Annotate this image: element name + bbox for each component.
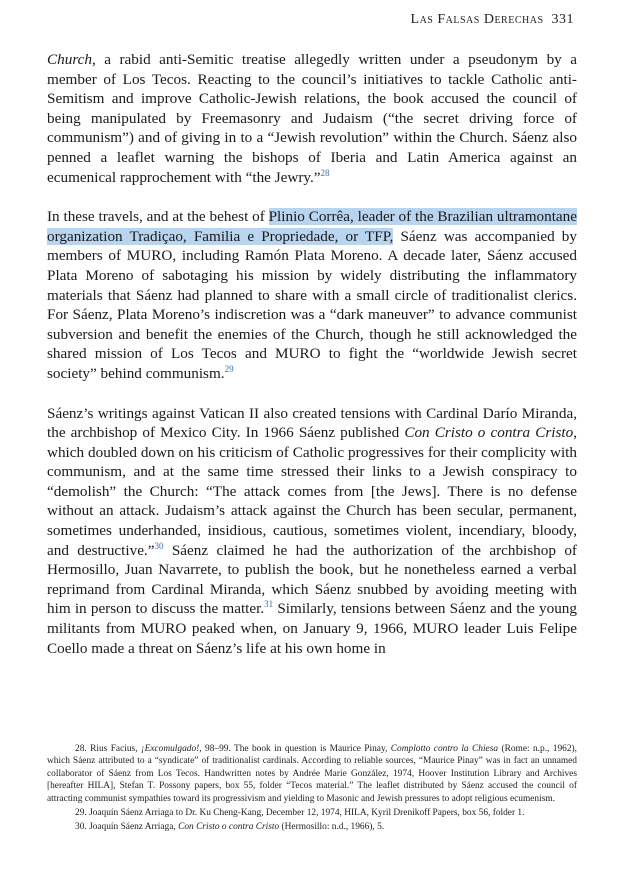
footnote-text: , 98–99. The book in question is Maurice Pinay, [199,744,391,754]
book-title: Church [47,51,92,68]
footnote-title: Con Cristo o contra Cristo [178,822,280,833]
running-title: Las Falsas Derechas [410,12,544,27]
footnote-title: ¡Excomulgado! [140,744,200,754]
footnote-text: (Hermosillo: n.d., 1966), 5. [279,822,385,833]
paragraph-text: Sáenz was accompanied by members of MURO, including Ramón Plata Moreno. A decade later, Sáenz accused Plata Moreno of sabotaging his mission by widely distributing the inflammatory materials that Sáenz had planned to share with a small circle of traditionalist clerics. For Sáenz, Plata Moreno’s indiscretion was a “dark maneuver” to advance communist subversion and benefit the enemies of the Church, though he still acknowledged the shared mission of Los Tecos and MURO to fight the “worldwide Jewish secret society” behind communism. [47,227,577,382]
footnote-28 [47,743,577,805]
paragraph-text: , which doubled down on his criticism of Catholic progressives for their complicity with communism, and at the same time stressed their links to a Jewish conspiracy to “demolish” the Church: “The attack comes from [the Jews]. There is no defense without an attack. Judaism’s attack against the Church has been secular, permanent, sometimes underhanded, insidious, cautious, sometimes violent, incendiary, bloody, and destructive.” [47,424,577,559]
paragraph-3 [47,404,577,659]
body-text [47,50,577,658]
paragraph-1 [47,50,577,187]
footnote-ref-28[interactable]: 28 [320,167,330,178]
paragraph-text: In these travels, and at the behest of [47,208,269,226]
footnote-30 [47,821,577,833]
text-selection-highlight[interactable]: Plinio Corrêa, leader of the Brazilian ultramontane organization Tradiçao, Familia e Propriedade, or TFP, [47,208,578,245]
paragraph-text: Sáenz claimed he had the authorization of the archbishop of Hermosillo, Juan Navarrete, to publish the book, but he nonetheless earned a verbal reprimand from Cardinal Miranda, which Sáenz snubbed by avoiding meeting with him in person to discuss the matter. [47,541,577,618]
footnote-text: (Rome: n.p., 1962), which Sáenz attributed to a “syndicate” of traditionalist cardinals. According to reliable sources, “Maurice Pinay” was in fact an unnamed collaborator of Sáenz from Los Tecos. Handwritten notes by Andrée Marie González, 1974, Hoover Institution Library and Archives [hereafter HILA], Stefan T. Possony papers, box 55, folder “Tecos material.” The leaflet distributed by Sáenz accused the council of attracting communist sympathies toward its progressivism and yielding to Masonic and Jewish pressures to adopt religious ecumenism. [47,744,578,804]
footnote-ref-31[interactable]: 31 [264,599,274,610]
book-title: Con Cristo o contra Cristo [404,424,574,442]
footnote-ref-29[interactable]: 29 [224,363,234,374]
paragraph-text: Sáenz’s writings against Vatican II also created tensions with Cardinal Darío Miranda, the archbishop of Mexico City. In 1966 Sáenz published [47,404,577,442]
running-header [411,12,574,28]
footnote-ref-30[interactable]: 30 [154,540,164,551]
paragraph-2 [47,207,577,383]
footnote-text: 28. Rius Facius, [75,744,141,754]
footnote-text: 30. Joaquín Sáenz Arriaga, [75,822,179,833]
paragraph-text: Similarly, tensions between Sáenz and the young militants from MURO peaked when, on January 9, 1966, MURO leader Luis Felipe Coello made a threat on Sáenz’s life at his own home in [47,600,577,657]
footnote-29: 29. Joaquín Sáenz Arriaga to Dr. Ku Cheng-Kang, December 12, 1974, HILA, Kyril Drenikoff Papers, box 56, folder 1. [75,808,525,819]
page-number: 331 [551,12,574,27]
footnote-title: Complotto contro la Chiesa [390,744,499,754]
footnotes [47,743,577,834]
paragraph-text: , a rabid anti-Semitic treatise allegedly written under a pseudonym by a member of Los Tecos. Reacting to the council’s initiatives to tackle Catholic anti-Semitism and improve Catholic-Jewish relations, the book accused the council of being manipulated by Freemasonry and Judaism (“the secret driving force of communism”) and of giving in to a “Jewish revolution” within the Church. Sáenz also penned a leaflet warning the bishops of Iberia and Latin America against an ecumenical rapprochement with “the Jewry.” [47,51,577,186]
